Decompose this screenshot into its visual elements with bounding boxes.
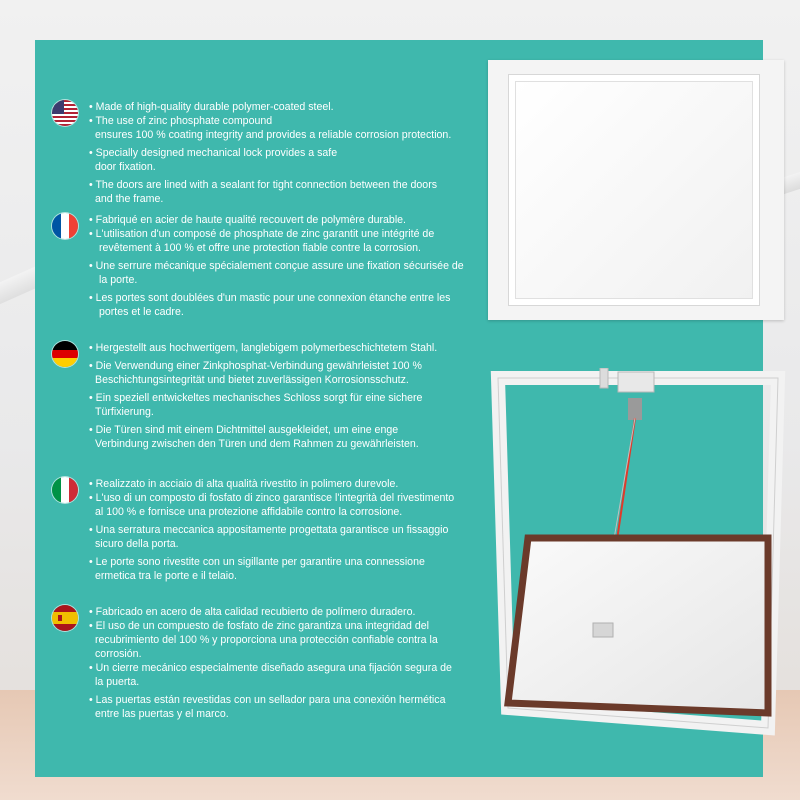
english-line-1: • Made of high-quality durable polymer-coated steel. <box>89 101 334 113</box>
italian-line-4: • Una serratura meccanica appositamente progettata garantisce un fissaggio <box>89 524 449 536</box>
italian-line-6: • Le porte sono rivestite con un sigillante per garantire una connessione <box>89 556 425 568</box>
spain-flag-icon <box>52 605 78 631</box>
spanish-line-4: corrosión. <box>95 648 142 660</box>
spanish-line-3: recubrimiento del 100 % y proporciona una protección confiable contra la <box>95 634 438 646</box>
italian-line-2: • L'uso di un composto di fosfato di zinco garantisce l'integrità del rivestimento <box>89 492 455 504</box>
german-line-1: • Hergestellt aus hochwertigem, langlebigem polymerbeschichtetem Stahl. <box>89 342 438 354</box>
french-line-1: • Fabriqué en acier de haute qualité recouvert de polymère durable. <box>89 214 407 226</box>
german-line-3: Beschichtungsintegrität und bietet zuverlässigen Korrosionsschutz. <box>95 374 409 386</box>
english-line-5: door fixation. <box>95 161 156 173</box>
closed-access-door-image <box>488 60 784 320</box>
english-line-2: • The use of zinc phosphate compound <box>89 115 273 127</box>
german-line-5: Türfixierung. <box>95 406 154 418</box>
french-line-7: portes et le cadre. <box>99 306 184 318</box>
german-line-6: • Die Türen sind mit einem Dichtmittel ausgekleidet, um eine enge <box>89 424 399 436</box>
english-line-4: • Specially designed mechanical lock provides a safe <box>89 147 338 159</box>
open-access-door-image <box>488 368 788 738</box>
english-line-6: • The doors are lined with a sealant for tight connection between the doors <box>89 179 438 191</box>
german-line-4: • Ein speziell entwickeltes mechanisches Schloss sorgt für eine sichere <box>89 392 423 404</box>
french-line-6: • Les portes sont doublées d'un mastic pour une connexion étanche entre les <box>89 292 451 304</box>
france-flag-icon <box>52 213 78 239</box>
german-line-7: Verbindung zwischen den Türen und dem Rahmen zu gewährleisten. <box>95 438 419 450</box>
spanish-line-6: la puerta. <box>95 676 140 688</box>
italian-line-7: ermetica tra le porte e il telaio. <box>95 570 237 582</box>
spanish-line-7: • Las puertas están revestidas con un sellador para una conexión hermética <box>89 694 446 706</box>
spanish-line-2: • El uso de un compuesto de fosfato de zinc garantiza una integridad del <box>89 620 429 632</box>
english-line-3: ensures 100 % coating integrity and provides a reliable corrosion protection. <box>95 129 452 141</box>
door-frame <box>508 74 760 306</box>
french-line-2: • L'utilisation d'un composé de phosphate de zinc garantit une intégrité de <box>89 228 435 240</box>
french-line-3: revêtement à 100 % et offre une protection fiable contre la corrosion. <box>99 242 421 254</box>
us-flag-icon <box>52 100 78 126</box>
italian-line-5: sicuro della porta. <box>95 538 179 550</box>
french-line-4: • Une serrure mécanique spécialement conçue assure une fixation sécurisée de <box>89 260 464 272</box>
spanish-line-5: • Un cierre mecánico especialmente diseñado asegura una fijación segura de <box>89 662 452 674</box>
spanish-line-8: entre las puertas y el marco. <box>95 708 229 720</box>
germany-flag-icon <box>52 341 78 367</box>
spanish-line-1: • Fabricado en acero de alta calidad recubierto de polímero duradero. <box>89 606 416 618</box>
italian-line-1: • Realizzato in acciaio di alta qualità rivestito in polimero durevole. <box>89 478 399 490</box>
italian-line-3: al 100 % e fornisce una protezione affidabile contro la corrosione. <box>95 506 403 518</box>
german-line-2: • Die Verwendung einer Zinkphosphat-Verbindung gewährleistet 100 % <box>89 360 422 372</box>
english-line-7: and the frame. <box>95 193 164 205</box>
italy-flag-icon <box>52 477 78 503</box>
french-line-5: la porte. <box>99 274 138 286</box>
door-panel <box>515 81 753 299</box>
